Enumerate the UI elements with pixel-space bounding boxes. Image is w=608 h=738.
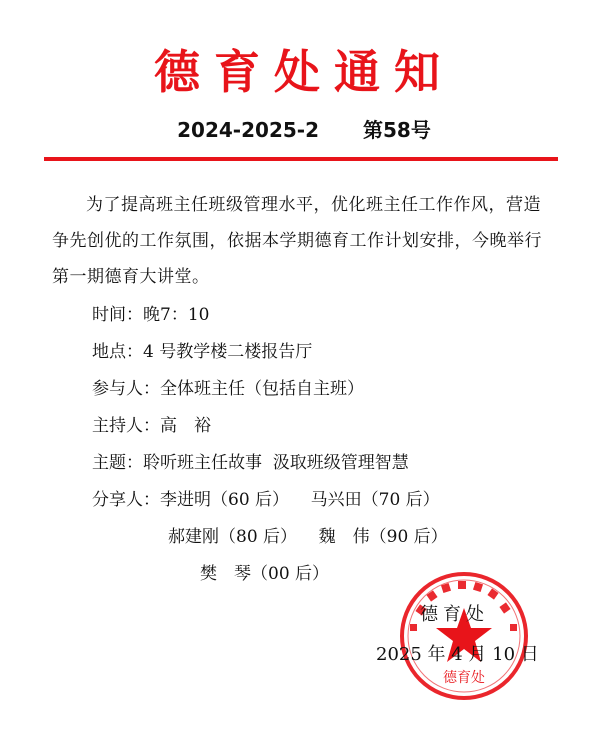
document-number [0,114,608,143]
place-line: 地点：4 号教学楼二楼报告厅 [92,342,313,362]
sharers-line-2: 郝建刚（80 后） 魏 伟（90 后） [168,527,448,547]
term-label: 2024-2025-2 [177,118,319,142]
official-seal-stamp [398,570,530,702]
sharers-line-3: 樊 琴（00 后） [200,564,330,584]
participants-line: 参与人：全体班主任（包括自主班） [92,379,364,399]
theme-line: 主题：聆听班主任故事 汲取班级管理智慧 [92,453,409,473]
issue-number: 第58号 [363,118,431,142]
seal-bottom-text: 德育处 [443,670,485,686]
notice-date: 2025 年 4 月 10 日 [376,644,539,665]
host-line: 主持人：高 裕 [92,416,211,436]
time-line: 时间：晚7：10 [92,305,210,325]
notice-title: 德育处通知 [154,45,454,99]
signature-department: 德育处 [420,604,489,625]
sharers-line-1: 分享人：李进明（60 后） 马兴田（70 后） [92,490,440,510]
header-red-rule [44,157,558,161]
notice-body-paragraph: 为了提高班主任班级管理水平，优化班主任工作作风，营造争先创优的工作氛围，依据本学期德育工作计划安排，今晚举行第一期德育大讲堂。 [52,195,542,287]
